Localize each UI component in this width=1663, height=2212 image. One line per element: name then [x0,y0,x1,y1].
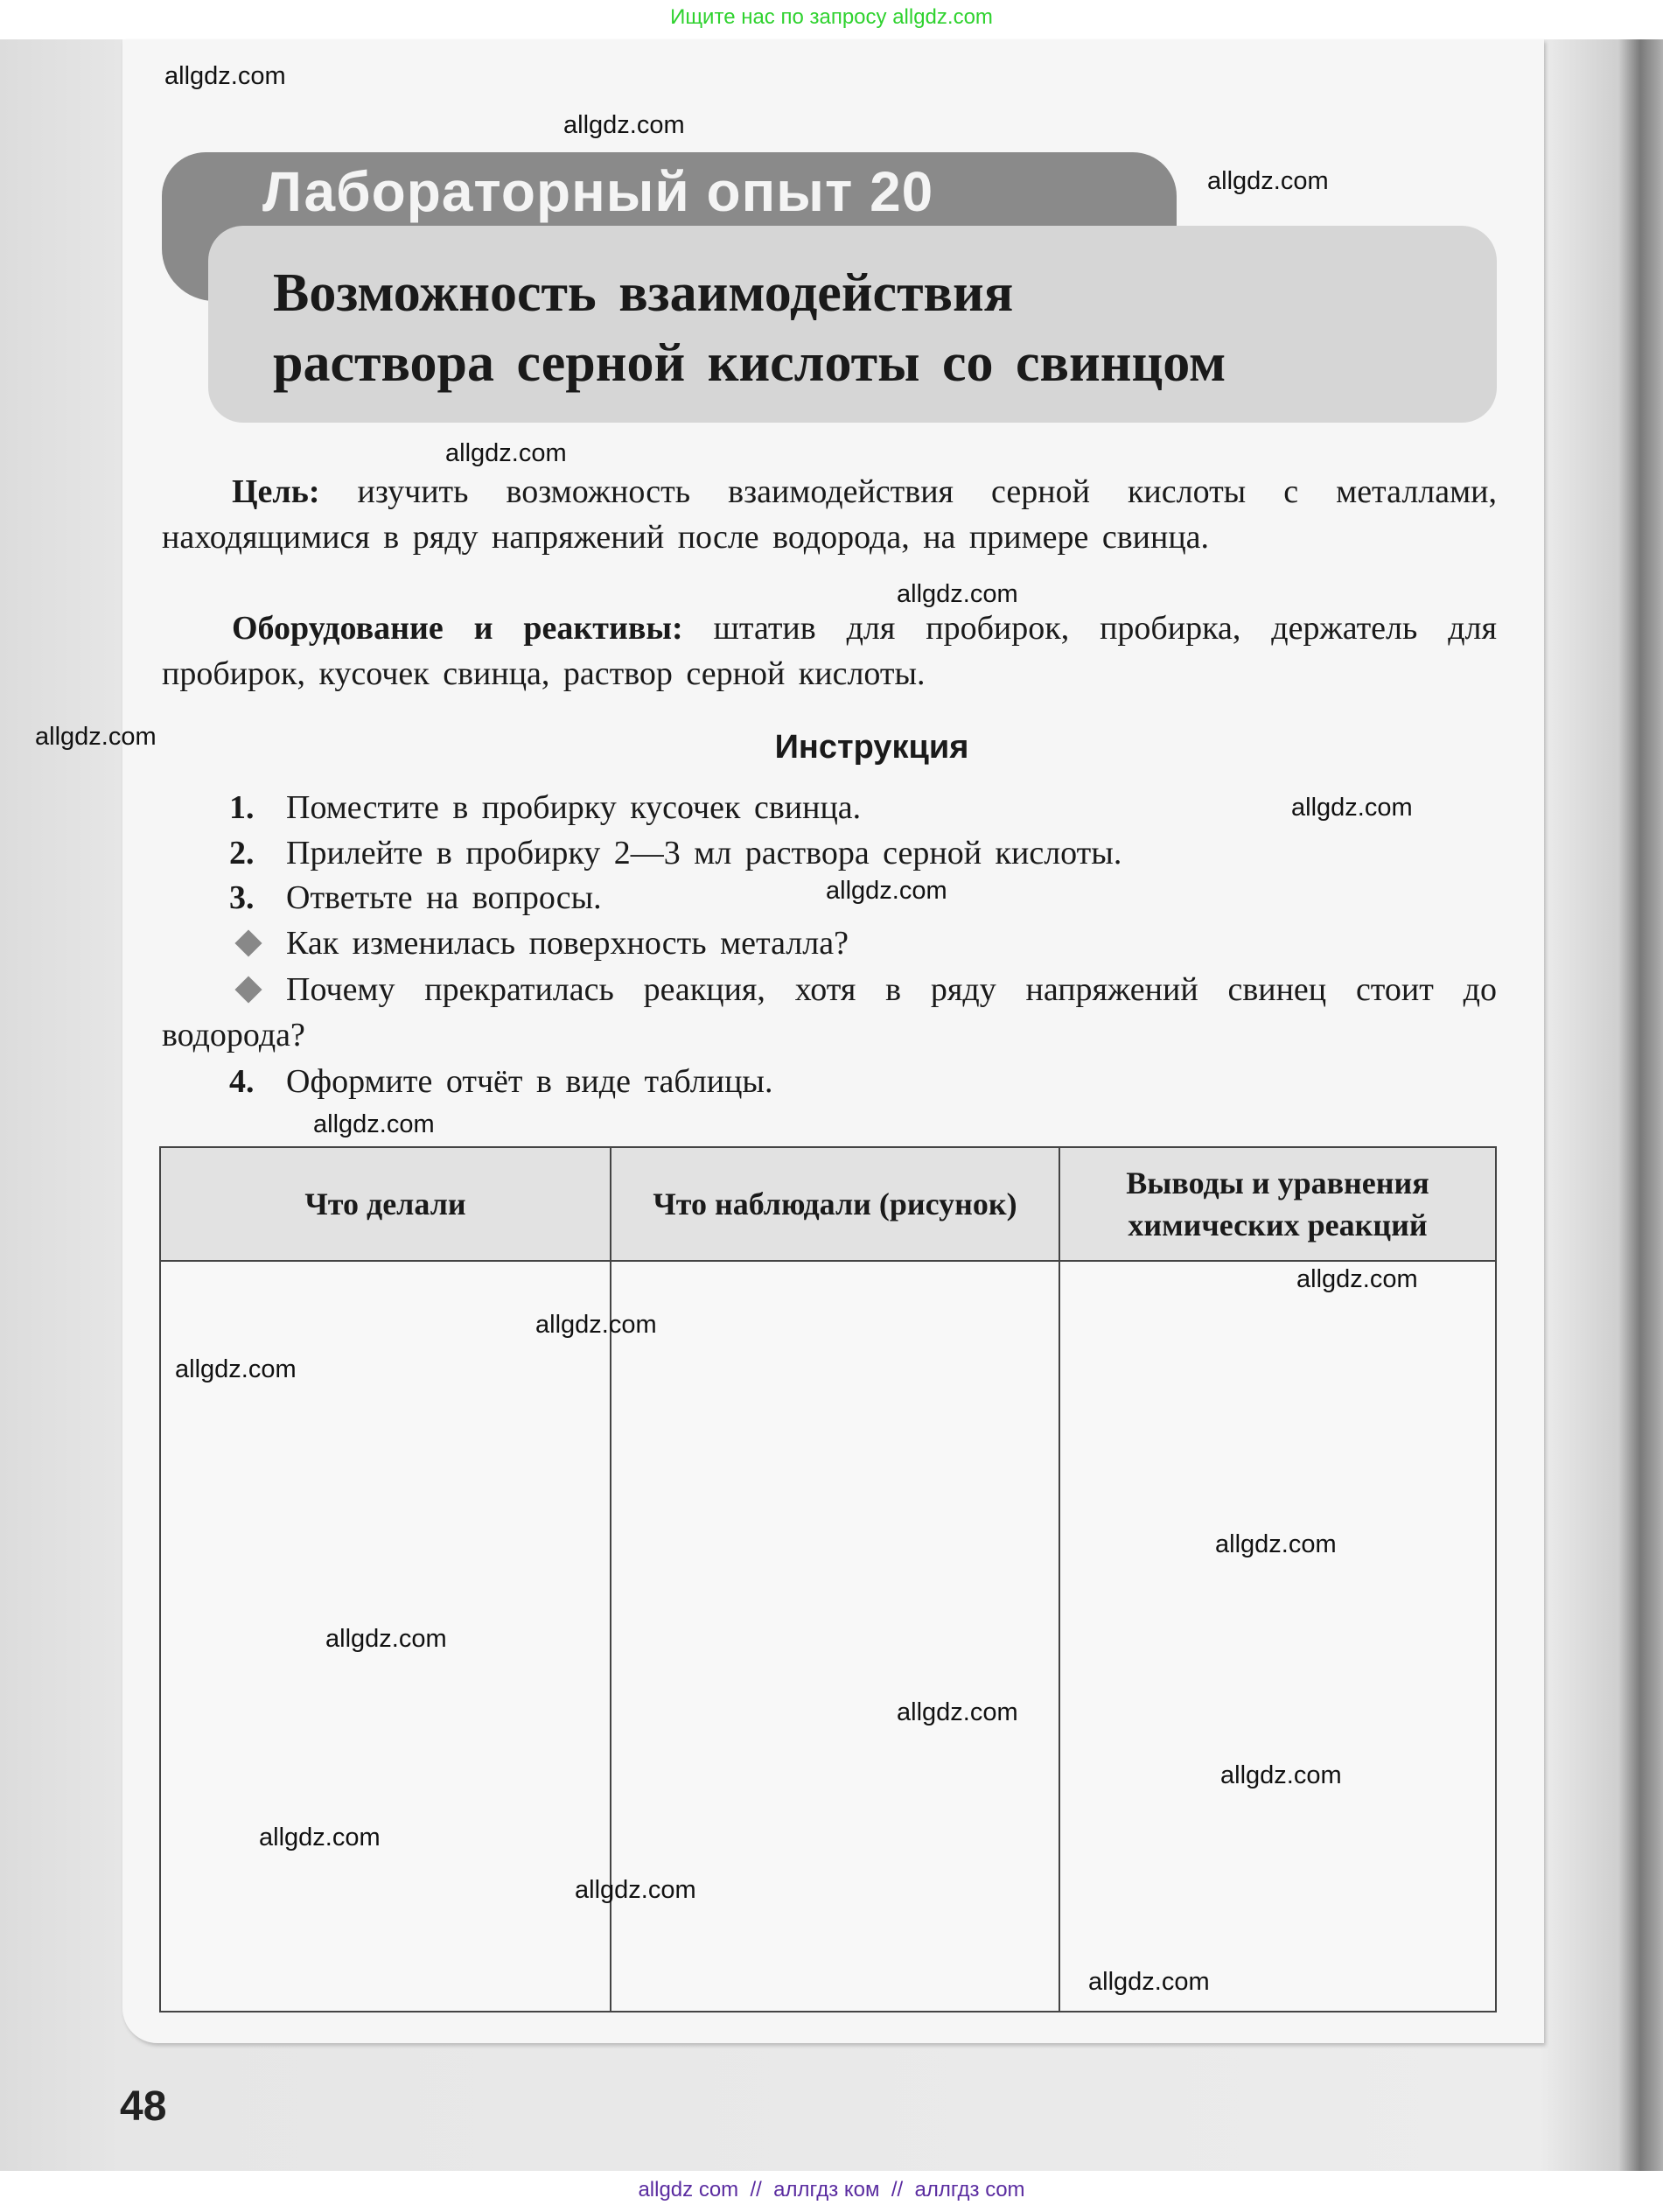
watermark: allgdz.com [1296,1265,1418,1293]
watermark: allgdz.com [897,580,1018,608]
step-4 [229,1059,773,1104]
watermark: allgdz.com [1215,1530,1337,1558]
step-text: Прилейте в пробирку 2—3 мл раствора серной кислоты. [286,835,1122,872]
step-text: Оформите отчёт в виде таблицы. [286,1063,773,1100]
question-text: Как изменилась поверхность металла? [286,925,849,962]
title-line-1: Возможность взаимодействия [273,263,1014,323]
watermark: allgdz.com [175,1355,297,1383]
page-title [273,258,1226,398]
watermark: allgdz.com [1088,1968,1210,1996]
lab-label: Лабораторный опыт 20 [262,160,934,223]
watermark: allgdz.com [445,439,567,467]
goal-paragraph [162,469,1497,560]
step-text: Поместите в пробирку кусочек свинца. [286,789,862,826]
step-1 [229,785,862,830]
instructions-heading: Инструкция [774,729,969,766]
header-observed: Что наблюдали (рисунок) [611,1147,1059,1261]
watermark: allgdz.com [1220,1761,1342,1789]
title-line-2: раствора серной кислоты со свинцом [273,333,1226,393]
question-1 [232,920,849,966]
question-2: Почему прекратилась реакция, хотя в ряду напряжений свинец стоит до водорода? [162,971,1497,1054]
equipment-text: штатив для пробирок, пробирка, держатель для пробирок, кусочек свинца, раствор серной кислоты. [162,610,1498,692]
footer-text: allgdz com // аллгдз ком // аллгдз com [638,2178,1025,2202]
step-number: 4. [229,1063,255,1100]
footer [0,2171,1663,2212]
watermark: allgdz.com [1291,794,1413,822]
watermark: allgdz.com [826,877,947,905]
goal-label: Цель: [232,473,320,510]
watermark: allgdz.com [575,1876,696,1904]
header-what-done: Что делали [160,1147,611,1261]
watermark: allgdz.com [259,1824,381,1852]
watermark: allgdz.com [563,111,685,139]
watermark: allgdz.com [535,1311,657,1339]
top-banner [0,0,1663,39]
step-number: 3. [229,879,255,916]
equipment-label: Оборудование и реактивы: [232,610,683,647]
goal-text: изучить возможность взаимодействия серной кислоты с металлами, находящимися в ряду напряжений после водорода, на примере свинца. [162,473,1498,556]
watermark: allgdz.com [35,723,157,751]
cell-conclusions[interactable] [1059,1261,1496,2012]
header-conclusions: Выводы и уравнения химических реакций [1059,1147,1496,1261]
step-3 [229,875,602,920]
step-number: 1. [229,789,255,826]
equipment-paragraph [162,606,1497,696]
step-text: Ответьте на вопросы. [286,879,602,916]
watermark: allgdz.com [164,62,286,90]
watermark: allgdz.com [1207,167,1329,195]
watermark: allgdz.com [897,1698,1018,1726]
page-number: 48 [120,2083,167,2130]
step-2 [229,830,1122,876]
step-number: 2. [229,835,255,872]
top-banner-text: Ищите нас по запросу allgdz.com [670,5,993,29]
watermark: allgdz.com [325,1625,447,1653]
watermark: allgdz.com [313,1110,435,1138]
